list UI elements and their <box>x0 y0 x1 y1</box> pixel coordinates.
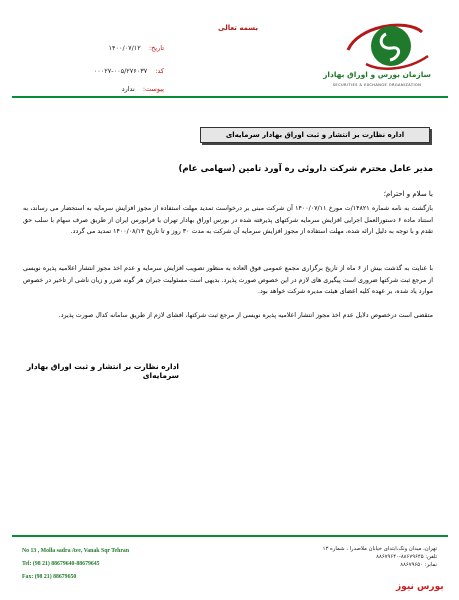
footer-address-en <box>22 545 192 584</box>
paragraph-3: متقضی است درخصوص دلایل عدم اخذ مجوز انتشار اعلامیه پذیره نویسی از مرجع ثبت شرکتها، افشای لازم از طریق سامانه کدال صورت پذیرد. <box>58 312 433 319</box>
reference-line <box>84 67 164 75</box>
header-divider <box>12 96 448 98</box>
fax-fa: نمابر: ۸۸۶۷۹۶۵۰ <box>400 562 437 568</box>
department-title-box: اداره نظارت بر انتشار و ثبت اوراق بهادار سرمایه‌ای <box>200 127 430 143</box>
address-en: No 13 , Molla sadra Ave, Vanak Sqr Tehran <box>22 548 130 554</box>
signature-department: اداره نظارت بر انتشار و ثبت اوراق بهادار سرمایه‌ای <box>26 362 179 380</box>
logo-name-en: SECURITIES & EXCHANGE ORGANIZATION <box>332 83 422 87</box>
attachment-line <box>84 85 164 93</box>
tel-en: Tel: (98 21) 88679640-88679645 <box>22 561 100 567</box>
attachment-value: ندارد <box>121 85 135 93</box>
attachment-label: پیوست: <box>142 85 164 93</box>
date-label: تاریخ: <box>148 44 164 52</box>
salutation: با سلام و احترام؛ <box>383 190 433 198</box>
reference-value: ۰۰۵/۲۷۶۰۳۷-۰۰۰۲۷ <box>93 67 148 75</box>
bismillah: بسمه تعالی <box>218 24 259 32</box>
reference-label: کد: <box>155 67 164 75</box>
fax-en: Fax: (98 21) 88679650 <box>22 574 77 580</box>
footer-divider <box>12 535 448 537</box>
paragraph-2: با عنایت به گذشت بیش از ۶ ماه از تاریخ برگزاری مجمع عمومی فوق العاده به منظور تصویب افزایش سرمایه و عدم اخذ مجوز انتشار اعلامیه پذیره نویسی از مرجع ثبت شرکتها ضروری است پیگیری های لازم در این خصوص صورت پذیرد. بدیهی است مسئولیت جبران هر گونه ضرر و زیان ناشی از تاخیر در خصوص موارد یاد شده، بر عهده کلیه اعضای هیئت مدیره شرکت خواهد بود. <box>23 265 433 295</box>
bourse-news-watermark: بورس نیوز <box>396 582 444 592</box>
address-fa: تهران، میدان ونک،ابتدای خیابان ملاصدرا ، شماره ۱۳ <box>322 546 437 552</box>
recipient-line: مدیر عامل محترم شرکت داروئی ره آورد تامین (سهامی عام) <box>178 164 433 174</box>
date-line <box>84 44 164 52</box>
tel-fa: تلفن: ۸۸۶۷۹۶۴۵-۸۸۶۷۹۶۴۰ <box>376 554 437 560</box>
date-value: ۱۴۰۰/۰۷/۱۲ <box>108 44 141 52</box>
logo-name-fa: سازمان بورس و اوراق بهادار <box>323 70 431 79</box>
footer-address-fa <box>267 545 437 569</box>
paragraph-1: بازگشت به نامه شماره ۱۴۸۲۱/ت مورخ ۱۴۰۰/۰۷/۱۱ آن شرکت مبنی بر درخواست تمدید مهلت استفاده از مجوز افزایش سرمایه به استحضار می رساند، به استناد ماده ۶ دستورالعمل اجرایی افزایش سرمایه شرکتهای پذیرفته شده در بورس اوراق بهادار تهران یا فرابورس ایران از طریق صرف سهام با سلب حق تقدم و با توجه به دلیل ارائه شده، مهلت استفاده از مجوز افزایش سرمایه آن شرکت به مدت ۳۰ روز و تا تاریخ ۱۴۰۰/۰۸/۱۴ تمدید می گردد. <box>23 205 433 235</box>
